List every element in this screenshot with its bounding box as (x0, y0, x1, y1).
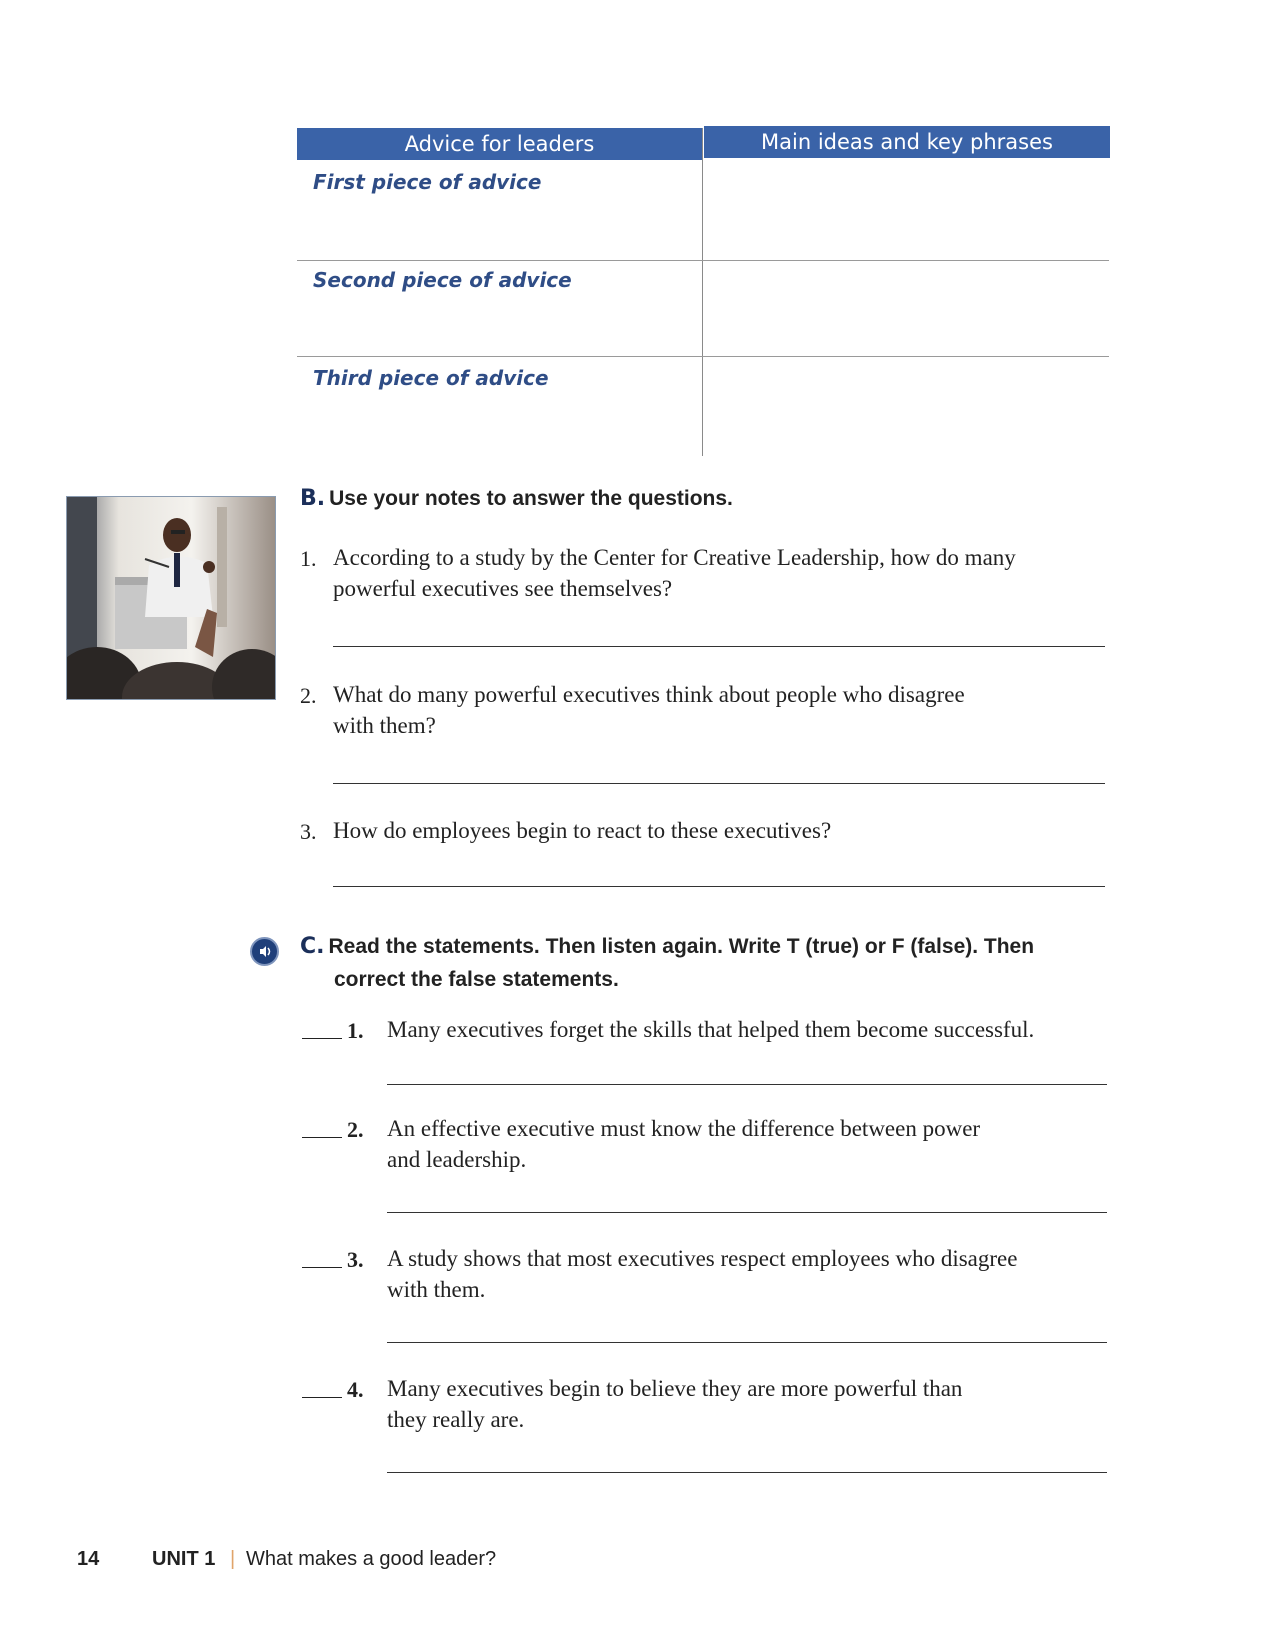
answer-line[interactable] (333, 646, 1105, 647)
audio-track-icon[interactable] (250, 937, 279, 966)
table-row-label: Second piece of advice (313, 268, 572, 292)
statement-number: 2. (347, 1117, 364, 1142)
question-line: powerful executives see themselves? (333, 576, 673, 601)
statement-line: A study shows that most executives respect employees who disagree (387, 1246, 1018, 1271)
section-c-instruction: correct the false statements. (334, 968, 619, 991)
question-number: 2. (300, 683, 317, 708)
table-row-label: Third piece of advice (313, 366, 549, 390)
answer-line[interactable] (333, 783, 1105, 784)
speaker-glyph-icon (252, 939, 277, 964)
section-c-heading (300, 931, 1034, 997)
statement-line: An effective executive must know the difference between power (387, 1116, 981, 1141)
table-header-main-ideas-label: Main ideas and key phrases (761, 130, 1053, 154)
true-false-blank[interactable] (302, 1137, 342, 1138)
table-header-advice (297, 128, 702, 160)
section-b-instruction: Use your notes to answer the questions. (329, 487, 733, 510)
statement-number: 4. (347, 1377, 364, 1402)
table-header-advice-label: Advice for leaders (404, 132, 595, 156)
table-row-divider (297, 260, 1109, 261)
unit-label: UNIT 1 (152, 1548, 216, 1570)
unit-title: What makes a good leader? (246, 1548, 497, 1570)
section-b-heading (300, 486, 733, 511)
statement-line: they really are. (387, 1407, 525, 1432)
correction-line[interactable] (387, 1342, 1107, 1343)
statement-line: and leadership. (387, 1147, 527, 1172)
table-column-divider (702, 128, 703, 456)
statement-line: Many executives begin to believe they are more powerful than (387, 1376, 963, 1401)
table-header-main-ideas (704, 126, 1110, 158)
question-text (333, 679, 965, 741)
section-c-letter: C. (300, 934, 325, 959)
statement-number: 3. (347, 1247, 364, 1272)
statement-text (387, 1373, 962, 1435)
statement-text (387, 1243, 1017, 1305)
question-number: 1. (300, 546, 317, 571)
page-number: 14 (77, 1548, 100, 1570)
question-line: How do employees begin to react to these executives? (333, 818, 832, 843)
question-text (333, 542, 1016, 604)
section-c-instruction: Read the statements. Then listen again. Write T (true) or F (false). Then (328, 935, 1035, 958)
true-false-blank[interactable] (302, 1397, 342, 1398)
answer-line[interactable] (333, 886, 1105, 887)
section-b-letter: B. (300, 486, 326, 511)
statement-line: Many executives forget the skills that helped them become successful. (387, 1017, 1035, 1042)
true-false-blank[interactable] (302, 1038, 342, 1039)
question-line: According to a study by the Center for Creative Leadership, how do many (333, 545, 1016, 570)
question-text (333, 815, 831, 846)
true-false-blank[interactable] (302, 1267, 342, 1268)
table-row-label: First piece of advice (313, 170, 542, 194)
statement-text (387, 1014, 1034, 1045)
question-line: with them? (333, 713, 436, 738)
speaker-photo (66, 496, 276, 700)
correction-line[interactable] (387, 1472, 1107, 1473)
statement-text (387, 1113, 980, 1175)
table-row-divider (297, 356, 1109, 357)
question-number: 3. (300, 819, 317, 844)
speaker-photo-illustration (67, 497, 275, 699)
statement-number: 1. (347, 1018, 364, 1043)
question-line: What do many powerful executives think about people who disagree (333, 682, 965, 707)
statement-line: with them. (387, 1277, 486, 1302)
footer-separator: | (230, 1548, 236, 1570)
correction-line[interactable] (387, 1084, 1107, 1085)
correction-line[interactable] (387, 1212, 1107, 1213)
